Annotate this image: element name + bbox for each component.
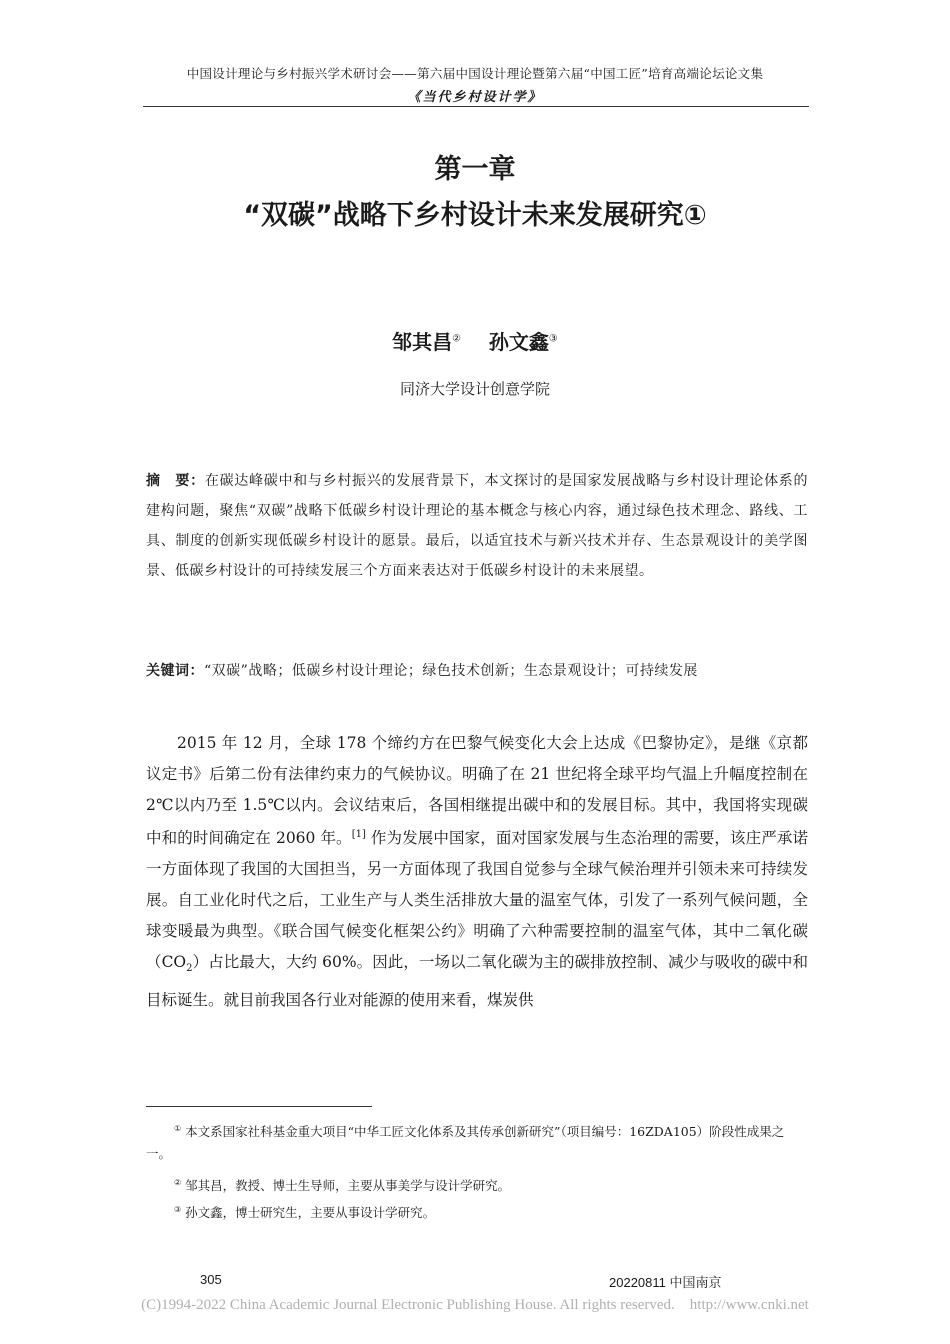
body-paragraph	[146, 728, 808, 1015]
body-text-part: ）占比最大，大约 60%。因此，一场以二氧化碳为主的碳排放控制、减少与吸收的碳中和目标诞生。就目前我国各行业对能源的使用来看，煤炭供	[146, 952, 808, 1009]
author-name: 孙文鑫	[488, 330, 549, 354]
conference-date: 20220811 中国南京	[609, 1275, 722, 1290]
footnote-text: 孙文鑫，博士研究生，主要从事设计学研究。	[185, 1205, 436, 1221]
keywords	[146, 657, 808, 685]
footnote-text: 本文系国家社科基金重大项目“中华工匠文化体系及其传承创新研究”（项目编号：16ZDA105）阶段性成果之一。	[146, 1124, 785, 1162]
footnote	[146, 1118, 808, 1165]
header-rule	[143, 106, 809, 107]
footnote-text: 邹其昌，教授、博士生导师，主要从事美学与设计学研究。	[185, 1178, 511, 1194]
paper-title: “双碳”战略下乡村设计未来发展研究①	[243, 200, 707, 231]
affiliation: 同济大学设计创意学院	[399, 380, 550, 398]
footnote	[146, 1199, 808, 1224]
author-footnote-mark: ②	[452, 333, 462, 345]
keywords-text: “双碳”战略；低碳乡村设计理论；绿色技术创新；生态景观设计；可持续发展	[204, 663, 698, 679]
page-number: 305	[200, 1272, 222, 1287]
author-line	[0, 326, 950, 355]
body-text-part: 2015 年 12 月，全球 178 个缔约方在巴黎气候变化大会上达成《巴黎协定》，是继《京都议定书》后第二份有法律约束力的气候协议。明确了在 21 世纪将全球平均气温上升幅度控制在 2℃以内乃至 1.5℃以内。会议结束后，各国相继提出碳中和的发展目标。其中，我国将实现碳中和的时间确定在 2060 年。	[146, 734, 808, 848]
abstract-label: 摘 要：	[146, 473, 205, 489]
chapter-heading: 第一章	[434, 154, 516, 185]
footnote-mark: ①	[174, 1124, 182, 1133]
footnote-mark: ②	[174, 1178, 182, 1187]
body-text-part: 作为发展中国家，面对国家发展与生态治理的需要，该庄严承诺一方面体现了我国的大国担当，另一方面体现了我国自觉参与全球气候治理并引领未来可持续发展。自工业化时代之后，工业生产与人类生活排放大量的温室气体，引发了一系列气候问题，全球变暖最为典型。《联合国气候变化框架公约》明确了六种需要控制的温室气体，其中二氧化碳（CO	[146, 829, 808, 971]
author-name: 邹其昌	[392, 330, 453, 354]
keywords-label: 关键词：	[146, 663, 204, 679]
author-footnote-mark: ③	[548, 333, 558, 345]
running-header-book-title: 《当代乡村设计学》	[407, 90, 543, 105]
abstract-text: 在碳达峰碳中和与乡村振兴的发展背景下，本文探讨的是国家发展战略与乡村设计理论体系的建构问题，聚焦“双碳”战略下低碳乡村设计理论的基本概念与核心内容，通过绿色技术理念、路线、工具、制度的创新实现低碳乡村设计的愿景。最后，以适宜技术与新兴技术并存、生态景观设计的美学图景、低碳乡村设计的可持续发展三个方面来表达对于低碳乡村设计的未来展望。	[146, 473, 809, 579]
citation-ref[interactable]: [1]	[351, 829, 366, 841]
footnote	[146, 1172, 808, 1197]
copyright-watermark: (C)1994-2022 China Academic Journal Electronic Publishing House. All rights reserved. http://www.cnki.net	[141, 1297, 809, 1313]
footnote-mark: ③	[174, 1205, 182, 1214]
footnote-rule	[146, 1106, 372, 1107]
running-header-conference: 中国设计理论与乡村振兴学术研讨会——第六届中国设计理论暨第六届“中国工匠”培育高端论坛论文集	[186, 66, 764, 81]
subscript: 2	[186, 962, 193, 974]
abstract	[146, 466, 808, 586]
